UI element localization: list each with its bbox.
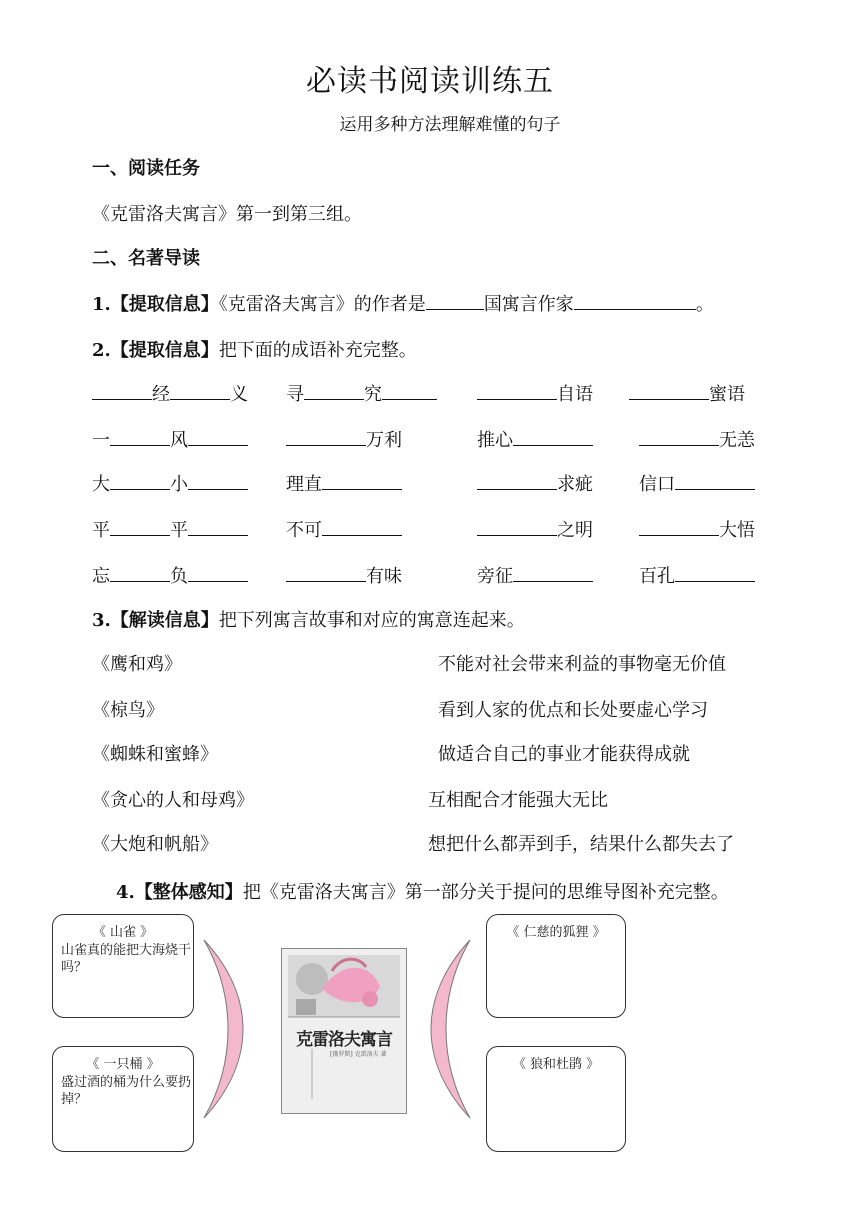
story-item[interactable]: 《椋鸟》 [92,700,164,721]
idiom-item: 大悟 [639,516,755,542]
idiom-item: 推心 [477,426,593,452]
idiom-item: 忘 负 [92,562,248,588]
idiom-blank[interactable] [188,563,248,582]
idiom-blank[interactable] [675,471,755,490]
mindmap-box-question: 盛过酒的桶为什么要扔掉？ [61,1075,192,1107]
idiom-blank[interactable] [286,427,366,446]
section-heading-guide: 二、名著导读 [92,248,200,269]
mindmap-box-yizhitong [52,1046,194,1152]
idiom-blank[interactable] [188,471,248,490]
book-cover-image [281,948,407,1114]
idiom-blank[interactable] [513,563,593,582]
idiom-blank[interactable] [110,563,170,582]
idiom-blank[interactable] [110,427,170,446]
mindmap-box-lang-dujuan[interactable] [486,1046,626,1152]
idiom-item: 经 义 [92,380,248,406]
question-2 [92,336,417,362]
question-text: 国寓言作家 [483,294,574,315]
question-number: 3 [92,610,105,631]
idiom-blank[interactable] [188,427,248,446]
moral-item[interactable]: 想把什么都弄到手，结果什么都失去了 [428,834,734,855]
reading-task-text: 《克雷洛夫寓言》第一到第三组。 [92,204,362,225]
question-number: 1 [92,294,105,315]
moral-item[interactable]: 做适合自己的事业才能获得成就 [438,744,690,765]
idiom-blank[interactable] [513,427,593,446]
idiom-item: 不可 [286,516,402,542]
idiom-blank[interactable] [675,563,755,582]
book-cover-author: [俄罗斯] 克雷洛夫 著 [330,1051,387,1058]
blank-author[interactable] [574,291,696,310]
question-text: 。 [695,294,714,315]
idiom-blank[interactable] [639,517,719,536]
story-item[interactable]: 《大炮和帆船》 [92,834,218,855]
section-heading-reading-task: 一、阅读任务 [92,158,200,179]
idiom-blank[interactable] [639,427,719,446]
idiom-item: 理直 [286,470,402,496]
idiom-blank[interactable] [170,381,230,400]
idiom-blank[interactable] [477,471,557,490]
mindmap-box-question: 山雀真的能把大海烧干吗？ [61,943,192,975]
left-arc-connector [196,936,252,1122]
moral-item[interactable]: 互相配合才能强大无比 [428,790,608,811]
question-text: 把下列寓言故事和对应的寓意连起来。 [218,610,525,631]
question-tag: .【提取信息】 [104,294,219,315]
page-title: 必读书阅读训练五 [306,64,554,99]
story-item[interactable]: 《贪心的人和母鸡》 [92,790,254,811]
idiom-item: 自语 [477,380,593,406]
mindmap-box-title: 《 狼和杜鹃 》 [512,1057,600,1072]
idiom-blank[interactable] [304,381,364,400]
idiom-item: 无恙 [639,426,755,452]
question-number: 2 [92,340,105,361]
idiom-item: 信口 [639,470,755,496]
idiom-blank[interactable] [322,517,402,536]
idiom-blank[interactable] [92,381,152,400]
idiom-item: 有味 [286,562,402,588]
question-3 [92,606,525,632]
question-text: 把《克雷洛夫寓言》第一部分关于提问的思维导图补充完整。 [242,882,729,903]
idiom-item: 旁征 [477,562,593,588]
idiom-blank[interactable] [477,517,557,536]
question-tag: .【提取信息】 [104,340,219,361]
moral-item[interactable]: 不能对社会带来利益的事物毫无价值 [438,654,726,675]
question-text: 把下面的成语补充完整。 [218,340,417,361]
idiom-item: 大 小 [92,470,248,496]
question-text: 《克雷洛夫寓言》的作者是 [218,294,426,315]
idiom-blank[interactable] [110,517,170,536]
question-tag: .【整体感知】 [128,882,243,903]
idiom-blank[interactable] [629,381,709,400]
page-subtitle: 运用多种方法理解难懂的句子 [339,115,561,135]
blank-country[interactable] [426,291,484,310]
question-4 [116,878,729,904]
idiom-item: 寻 究 [286,380,437,406]
idiom-item: 之明 [477,516,593,542]
idiom-blank[interactable] [286,563,366,582]
idiom-item: 百孔 [639,562,755,588]
right-arc-connector [422,936,478,1122]
story-item[interactable]: 《蜘蛛和蜜蜂》 [92,744,218,765]
mindmap-box-title: 《 一只桶 》 [86,1057,160,1072]
idiom-item: 求疵 [477,470,593,496]
mindmap-box-title: 《 山雀 》 [92,925,154,940]
idiom-blank[interactable] [477,381,557,400]
story-item[interactable]: 《鹰和鸡》 [92,654,182,675]
idiom-item: 平 平 [92,516,248,542]
book-cover-title: 克雷洛夫寓言 [296,1030,392,1050]
idiom-item: 万利 [286,426,402,452]
idiom-item: 蜜语 [629,380,745,406]
question-tag: .【解读信息】 [104,610,219,631]
question-1 [92,290,714,316]
idiom-blank[interactable] [322,471,402,490]
question-number: 4 [116,882,129,903]
mindmap-box-shanque [52,914,194,1018]
moral-item[interactable]: 看到人家的优点和长处要虚心学习 [438,700,708,721]
idiom-blank[interactable] [382,381,437,400]
idiom-item: 一 风 [92,426,248,452]
idiom-blank[interactable] [188,517,248,536]
mindmap-box-renci-huli[interactable] [486,914,626,1018]
idiom-blank[interactable] [110,471,170,490]
mindmap-box-title: 《 仁慈的狐狸 》 [506,925,606,940]
